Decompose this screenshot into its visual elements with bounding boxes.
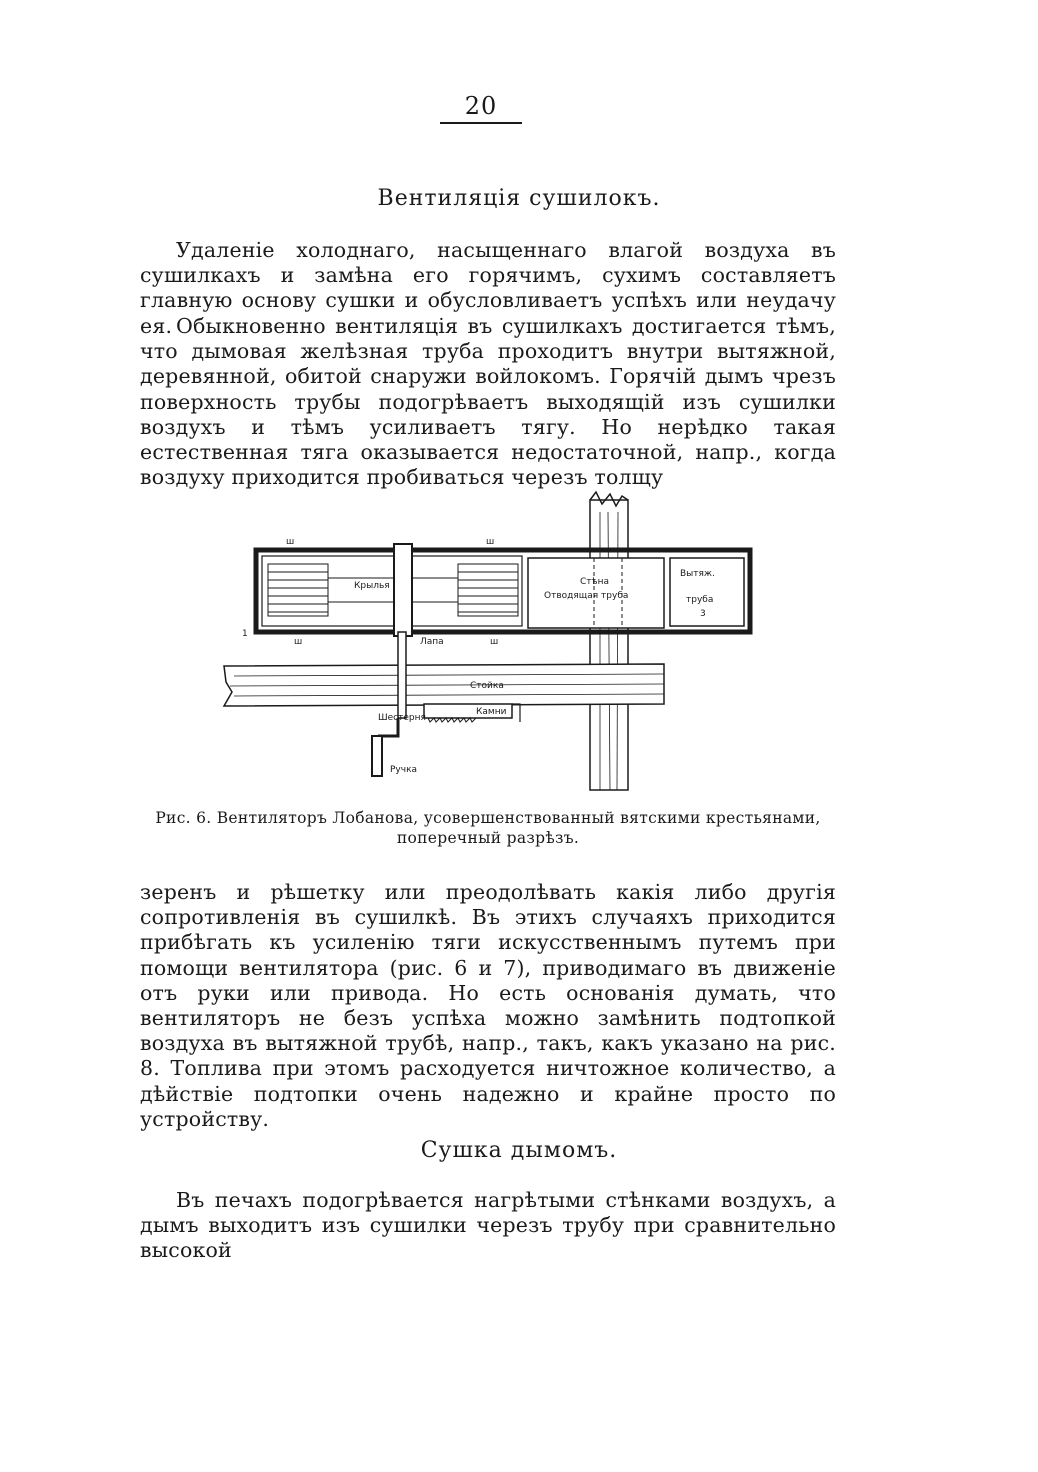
label-sh-bottom-left: ш	[294, 637, 303, 647]
label-num1: 1	[242, 629, 248, 639]
paragraph-4: Въ печахъ подогрѣвается нагрѣтыми стѣнками воздухъ, а дымъ выходитъ изъ сушилки черезъ трубу при сравнительно высокой	[140, 1188, 836, 1263]
label-truba: труба	[686, 595, 714, 605]
label-krylya: Крылья	[354, 581, 390, 591]
floor-beam	[224, 664, 664, 706]
label-sh-bottom-right: ш	[490, 637, 499, 647]
section-heading-smoke-drying: Сушка дымомъ.	[420, 1138, 618, 1163]
figure-ventilator-diagram	[224, 492, 715, 792]
paragraph-3: зеренъ и рѣшетку или преодолѣвать какія либо другія сопротивленія въ сушилкѣ. Въ этихъ случаяхъ приходится прибѣгать къ усиленію тяги искусственнымъ путемъ при помощи вентилятора (рис. 6 и 7), приводимаго въ движеніе отъ руки или привода. Но есть основанія думать, что вентиляторъ не безъ успѣха можно замѣнить подтопкой воздуха въ вытяжной трубѣ, напр., такъ, какъ указано на рис. 8. Топлива при этомъ расходуется ничтожное количество, а дѣйствіе подтопки очень надежно и крайне просто по устройству.	[140, 880, 836, 1131]
label-kamni: Камни	[476, 707, 507, 717]
section-heading-ventilation: Вентиляція сушилокъ.	[377, 186, 661, 211]
label-shesternya: Шестерня	[378, 713, 426, 723]
figure-caption	[140, 808, 836, 848]
label-otvod: Отводящая труба	[544, 591, 629, 601]
paragraph-2: Обыкновенно вентиляція въ сушилкахъ достигается тѣмъ, что дымовая желѣзная труба проходитъ внутри вытяжной, деревянной, обитой снаружи войлокомъ. Горячій дымъ чрезъ поверхность трубы подогрѣваетъ выходящій изъ сушилки воздухъ и тѣмъ усиливаетъ тягу. Но нерѣдко такая естественная тяга оказывается недостаточной, напр., когда воздуху приходится пробиваться черезъ толщу	[140, 314, 836, 490]
label-vytyazh: Вытяж.	[680, 569, 715, 579]
caption-line-2: поперечный разрѣзъ.	[396, 829, 580, 847]
label-stena: Стѣна	[580, 577, 609, 587]
fan-housing	[256, 544, 750, 636]
label-ruchka: Ручка	[390, 765, 418, 775]
label-stoyka: Стойка	[470, 681, 504, 691]
label-sh-top-right: ш	[486, 537, 495, 547]
paragraph-1: Удаленіе холоднаго, насыщеннаго влагой воздуха въ сушилкахъ и замѣна его горячимъ, сухимъ составляетъ главную основу сушки и обусловливаетъ успѣхъ или неудачу ея.	[140, 238, 836, 338]
ventilator-cross-section-svg	[224, 492, 715, 792]
caption-line-1: Рис. 6. Вентиляторъ Лобанова, усовершенствованный вятскими крестьянами,	[155, 809, 821, 827]
label-sh-top-left: ш	[286, 537, 295, 547]
wall-post	[590, 492, 628, 790]
label-lapa: Лапа	[420, 637, 444, 647]
label-num3: 3	[700, 609, 706, 619]
page-number: 20	[440, 92, 522, 124]
